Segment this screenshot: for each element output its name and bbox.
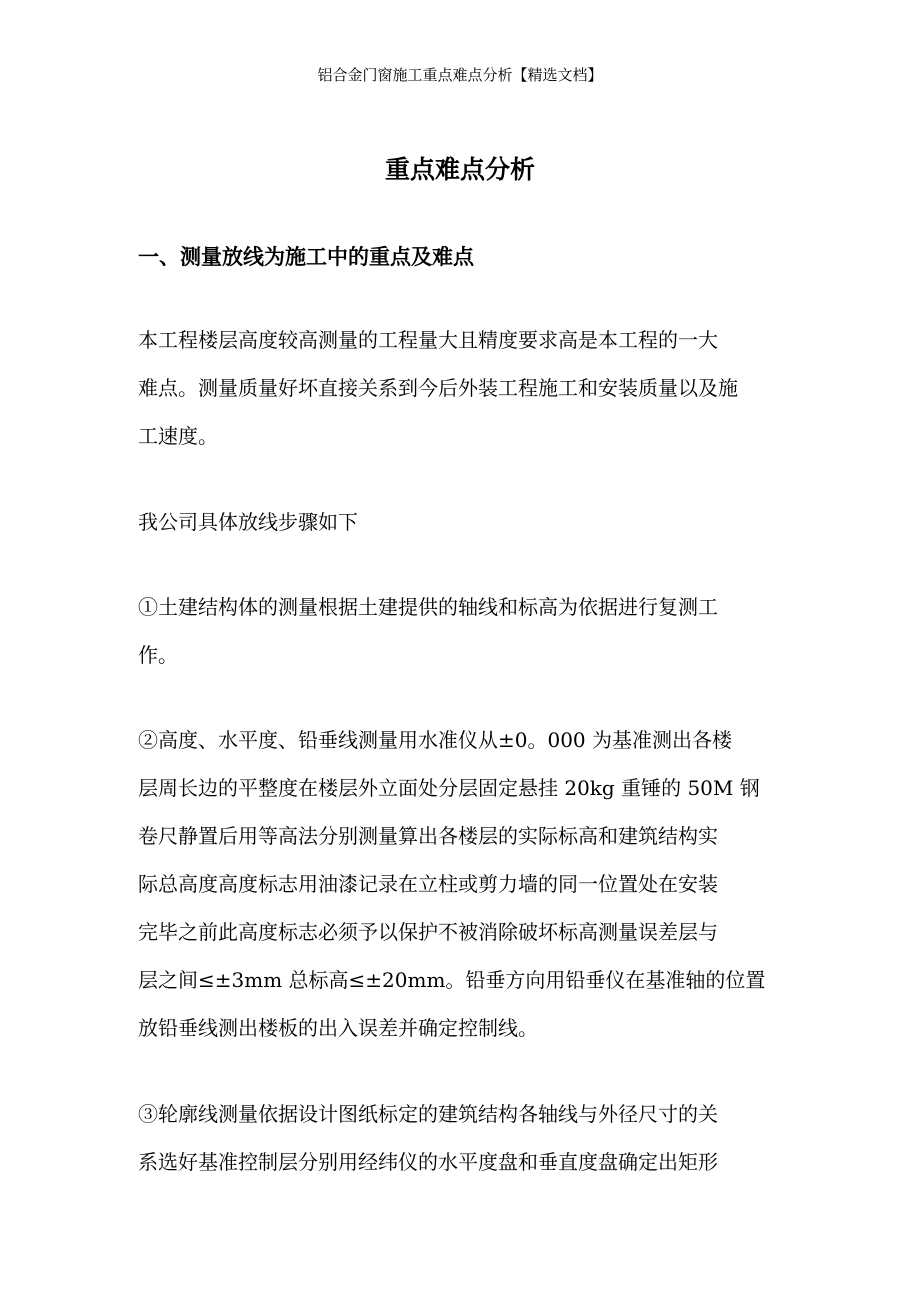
paragraph-line: 际总高度高度标志用油漆记录在立柱或剪力墙的同一位置处在安装 <box>138 872 718 896</box>
paragraph-steps-intro <box>138 498 788 546</box>
paragraph-step-1 <box>138 583 788 679</box>
paragraph-line: 系选好基准控制层分别用经纬仪的水平度盘和垂直度盘确定出矩形 <box>138 1150 718 1174</box>
running-header: 铝合金门窗施工重点难点分析【精选文档】 <box>317 66 603 84</box>
section-heading: 一、测量放线为施工中的重点及难点 <box>138 244 474 269</box>
paragraph-line: 完毕之前此高度标志必须予以保护不被消除破坏标高测量误差层与 <box>138 920 718 944</box>
paragraph-line: ②高度、水平度、铅垂线测量用水准仪从±0。000 为基准测出各楼 <box>138 728 733 752</box>
paragraph-line: 工速度。 <box>138 424 218 448</box>
paragraph-step-3 <box>138 1090 788 1186</box>
paragraph-line: 放铅垂线测出楼板的出入误差并确定控制线。 <box>138 1016 538 1040</box>
paragraph-line: 层周长边的平整度在楼层外立面处分层固定悬挂 20kg 重锤的 50M 钢 <box>138 776 760 800</box>
paragraph-line: ①土建结构体的测量根据土建提供的轴线和标高为依据进行复测工 <box>138 595 718 619</box>
paragraph-intro <box>138 316 788 460</box>
paragraph-step-2 <box>138 716 788 1052</box>
paragraph-line: 我公司具体放线步骤如下 <box>138 510 358 534</box>
paragraph-line: 层之间≤±3mm 总标高≤±20mm。铅垂方向用铅垂仪在基准轴的位置 <box>138 968 766 992</box>
paragraph-line: 本工程楼层高度较高测量的工程量大且精度要求高是本工程的一大 <box>138 328 718 352</box>
paragraph-line: 卷尺静置后用等高法分别测量算出各楼层的实际标高和建筑结构实 <box>138 824 718 848</box>
paragraph-line: 难点。测量质量好坏直接关系到今后外装工程施工和安装质量以及施 <box>138 376 738 400</box>
document-title: 重点难点分析 <box>384 155 535 184</box>
paragraph-line: 作。 <box>138 643 178 667</box>
paragraph-line: ③轮廓线测量依据设计图纸标定的建筑结构各轴线与外径尺寸的关 <box>138 1102 718 1126</box>
